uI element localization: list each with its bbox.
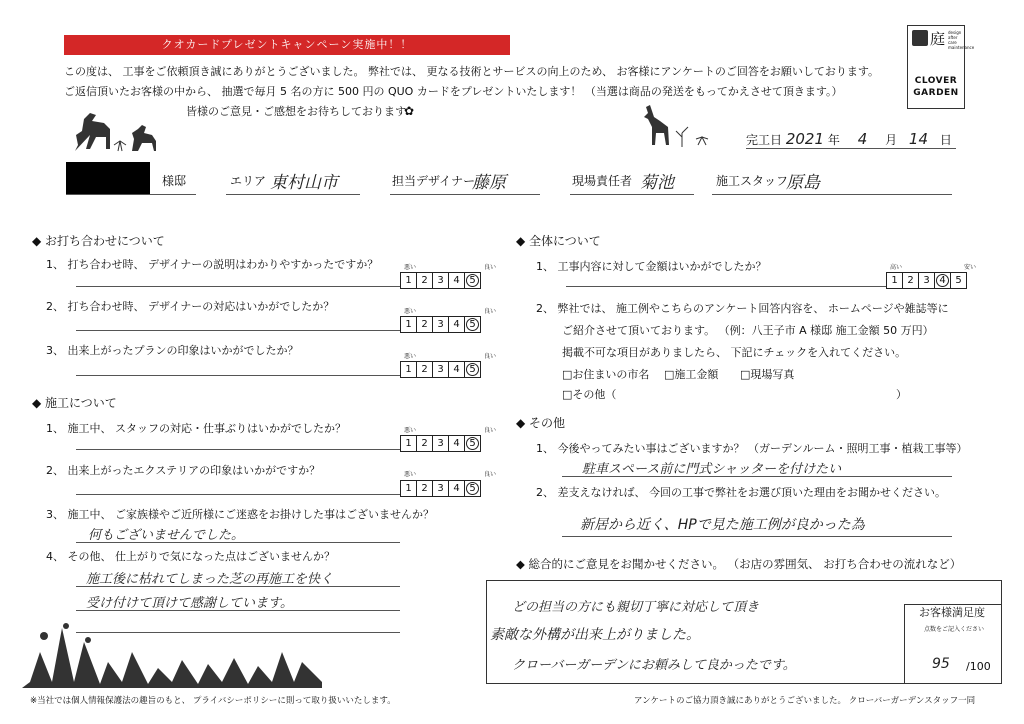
logo-brand-1: CLOVER (914, 76, 958, 86)
answer-construction-3: 何もございませんでした。 (88, 528, 245, 543)
rating-option-4[interactable]: 4 (448, 481, 464, 496)
rating-option-1[interactable]: 1 (405, 438, 412, 449)
rating-option-3[interactable]: 3 (432, 273, 448, 288)
rating-option-2[interactable]: 2 (416, 362, 432, 377)
answer-line (566, 286, 886, 287)
rating-option-1[interactable]: 1 (405, 483, 412, 494)
answer-line (562, 476, 952, 477)
rating-option-5[interactable]: 5 (464, 317, 480, 332)
rating-option-1[interactable]: 1 (891, 275, 898, 286)
campaign-banner: クオカードプレゼントキャンペーン実施中！！ (64, 35, 510, 55)
scale-high-label: 良い (484, 471, 497, 478)
grass-silhouette-icon (22, 622, 322, 690)
manager-value: 菊池 (640, 173, 674, 193)
area-underline (226, 194, 360, 195)
rating-option-5[interactable]: 5 (464, 362, 480, 377)
intro-line-1: この度は、 工事をご依頼頂き誠にありがとうございました。 弊社では、 更なる技術とサービスの向上のため、 お客様にアンケートのご回答をお願いしております。 (64, 65, 880, 78)
completion-year: 2021 (785, 130, 825, 148)
year-unit: 年 (827, 133, 840, 147)
rating-option-3[interactable]: 3 (432, 436, 448, 451)
price-low-label: 安い (964, 264, 977, 271)
deer-silhouette-icon (636, 103, 716, 149)
answer-line (76, 375, 400, 376)
answer-other-2: 新居から近く、HPで見た施工例が良かった為 (580, 517, 865, 533)
question-other-1: 1、 今後やってみたい事はございますか？ （ガーデンルーム・照明工事・植栽工事等） (536, 442, 968, 455)
designer-value: 藤原 (472, 173, 506, 193)
scale-high-label: 良い (484, 264, 497, 271)
rating-option-3[interactable]: 3 (432, 362, 448, 377)
intro-line-2: ご返信頂いたお客様の中から、 抽選で毎月 5 名の方に 500 円の QUO カードをプレゼントいたします！ （当選は商品の発送をもってかえさせて頂きます。） (64, 85, 843, 98)
answer-construction-4-line-1: 施工後に枯れてしまった芝の再施工を快く (86, 572, 334, 587)
rating-option-4[interactable]: 4 (934, 273, 950, 288)
month-unit: 月 (885, 133, 898, 147)
question-overall-2-line-1: 2、 弊社では、 施工例やこちらのアンケート回答内容を、 ホームページや雑誌等に (536, 302, 949, 315)
day-unit: 日 (939, 133, 952, 147)
rating-scale-q2[interactable] (400, 316, 481, 333)
redacted-customer-name (66, 162, 150, 194)
question-overall-2-line-3: 掲載不可な項目がありましたら、 下記にチェックを入れてください。 (562, 346, 907, 359)
answer-line (76, 494, 400, 495)
checkbox-other[interactable]: □その他（ (562, 388, 617, 401)
answer-line (76, 610, 400, 611)
answer-other-1: 駐車スペース前に門式シャッターを付けたい (582, 462, 842, 477)
checkbox-city-name[interactable]: □お住まいの市名 (562, 368, 650, 381)
satisfaction-hint: 点数をご記入ください (924, 626, 985, 633)
answer-line (76, 330, 400, 331)
horse-silhouette-icon (70, 105, 180, 153)
designer-label: 担当デザイナー (392, 174, 476, 188)
checkbox-site-photo[interactable]: □現場写真 (740, 368, 795, 381)
rating-option-2[interactable]: 2 (416, 273, 432, 288)
rating-option-2[interactable]: 2 (902, 273, 918, 288)
rating-option-1[interactable]: 1 (405, 319, 412, 330)
satisfaction-max: /100 (966, 660, 991, 673)
area-value: 東村山市 (270, 173, 338, 193)
rating-option-5[interactable]: 5 (464, 436, 480, 451)
overall-section-title: ◆ 全体について (516, 234, 601, 248)
question-overall-2-line-2: ご紹介させて頂いております。 （例：八王子市 A 様邸 施工金額 50 万円） (562, 324, 934, 337)
logo-kanji: 庭 (930, 30, 946, 48)
rating-option-5[interactable]: 5 (464, 481, 480, 496)
checkbox-construction-cost[interactable]: □施工金額 (664, 368, 719, 381)
question-overall-1: 1、 工事内容に対して金額はいかがでしたか？ (536, 260, 767, 273)
rating-option-5[interactable]: 5 (464, 273, 480, 288)
answer-line (562, 536, 952, 537)
rating-option-2[interactable]: 2 (416, 481, 432, 496)
satisfaction-score[interactable]: 95 (932, 656, 950, 672)
area-label: エリア (230, 174, 267, 188)
question-construction-4: 4、 その他、 仕上がりで気になった点はございませんか？ (46, 550, 335, 563)
rating-option-2[interactable]: 2 (416, 317, 432, 332)
rating-option-5[interactable]: 5 (950, 273, 966, 288)
question-construction-2: 2、 出来上がったエクステリアの印象はいかがですか？ (46, 464, 321, 477)
rating-option-3[interactable]: 3 (432, 481, 448, 496)
scale-low-label: 悪い (404, 427, 417, 434)
construction-section-title: ◆ 施工について (32, 396, 117, 410)
general-section-title: ◆ 総合的にご意見をお聞かせください。 （お店の雰囲気、 お打ち合わせの流れなど） (516, 557, 962, 571)
designer-underline (390, 194, 540, 195)
question-other-2: 2、 差支えなければ、 今回の工事で弊社をお選び頂いた理由をお聞かせください。 (536, 486, 946, 499)
general-answer-line-2: 素敵な外構が出来上がりました。 (490, 627, 700, 643)
customer-underline (66, 194, 196, 195)
rating-option-4[interactable]: 4 (448, 317, 464, 332)
rating-option-4[interactable]: 4 (448, 362, 464, 377)
scale-low-label: 悪い (404, 471, 417, 478)
thanks-note: アンケートのご協力頂き誠にありがとうございました。 クローバーガーデンスタッフ一同 (634, 696, 976, 706)
question-meeting-3: 3、 出来上がったプランの印象はいかがでしたか？ (46, 344, 299, 357)
scale-high-label: 良い (484, 353, 497, 360)
rating-option-1[interactable]: 1 (405, 364, 412, 375)
manager-label: 現場責任者 (572, 174, 633, 188)
satisfaction-title: お客様満足度 (919, 606, 985, 619)
rating-option-3[interactable]: 3 (432, 317, 448, 332)
logo-tagline: design after care maintenance (948, 30, 975, 50)
completion-day: 14 (908, 130, 929, 148)
completion-label: 完工日 (746, 133, 783, 147)
answer-line (76, 542, 400, 543)
customer-suffix: 様邸 (162, 174, 187, 188)
scale-high-label: 良い (484, 308, 497, 315)
completion-month: 4 (857, 130, 868, 148)
answer-line (76, 586, 400, 587)
clover-icon: ✿ (404, 104, 415, 118)
rating-scale-c2[interactable] (400, 480, 481, 497)
rating-scale-q3[interactable] (400, 361, 481, 378)
general-answer-line-3: クローバーガーデンにお頼みして良かったです。 (512, 658, 796, 673)
logo-brand-2: GARDEN (913, 88, 959, 98)
heart-leaf-icon (912, 30, 928, 46)
question-construction-1: 1、 施工中、 スタッフの対応・仕事ぶりはいかがでしたか？ (46, 422, 346, 435)
scale-low-label: 悪い (404, 264, 417, 271)
answer-line (76, 449, 400, 450)
privacy-note: ※当社では個人情報保護法の趣旨のもと、 プライバシーポリシーに則って取り扱いいたします。 (30, 696, 396, 706)
rating-option-3[interactable]: 3 (918, 273, 934, 288)
rating-option-4[interactable]: 4 (448, 273, 464, 288)
rating-option-4[interactable]: 4 (448, 436, 464, 451)
rating-scale-q1[interactable] (400, 272, 481, 289)
price-high-label: 高い (890, 264, 903, 271)
staff-value: 原島 (786, 173, 820, 193)
other-close-paren: ） (896, 388, 907, 401)
staff-underline (712, 194, 952, 195)
scale-high-label: 良い (484, 427, 497, 434)
rating-option-1[interactable]: 1 (405, 275, 412, 286)
answer-line (76, 286, 400, 287)
other-section-title: ◆ その他 (516, 416, 566, 430)
date-underline (746, 148, 956, 149)
answer-construction-4-line-2: 受け付けて頂けて感謝しています。 (86, 596, 293, 611)
rating-scale-c1[interactable] (400, 435, 481, 452)
question-meeting-1: 1、 打ち合わせ時、 デザイナーの説明はわかりやすかったですか？ (46, 258, 379, 271)
meeting-section-title: ◆ お打ち合わせについて (32, 234, 165, 248)
rating-option-2[interactable]: 2 (416, 436, 432, 451)
rating-scale-price[interactable] (886, 272, 967, 289)
manager-underline (570, 194, 694, 195)
general-answer-line-1: どの担当の方にも親切丁寧に対応して頂き (512, 600, 760, 615)
intro-line-3: 皆様のご意見・ご感想をお待ちしております (186, 105, 406, 118)
staff-label: 施工スタッフ (716, 174, 789, 188)
completion-date (746, 130, 952, 148)
clover-garden-logo (907, 25, 975, 109)
scale-low-label: 悪い (404, 308, 417, 315)
scale-low-label: 悪い (404, 353, 417, 360)
question-meeting-2: 2、 打ち合わせ時、 デザイナーの対応はいかがでしたか？ (46, 300, 335, 313)
question-construction-3: 3、 施工中、 ご家族様やご近所様にご迷惑をお掛けした事はございませんか？ (46, 508, 434, 521)
